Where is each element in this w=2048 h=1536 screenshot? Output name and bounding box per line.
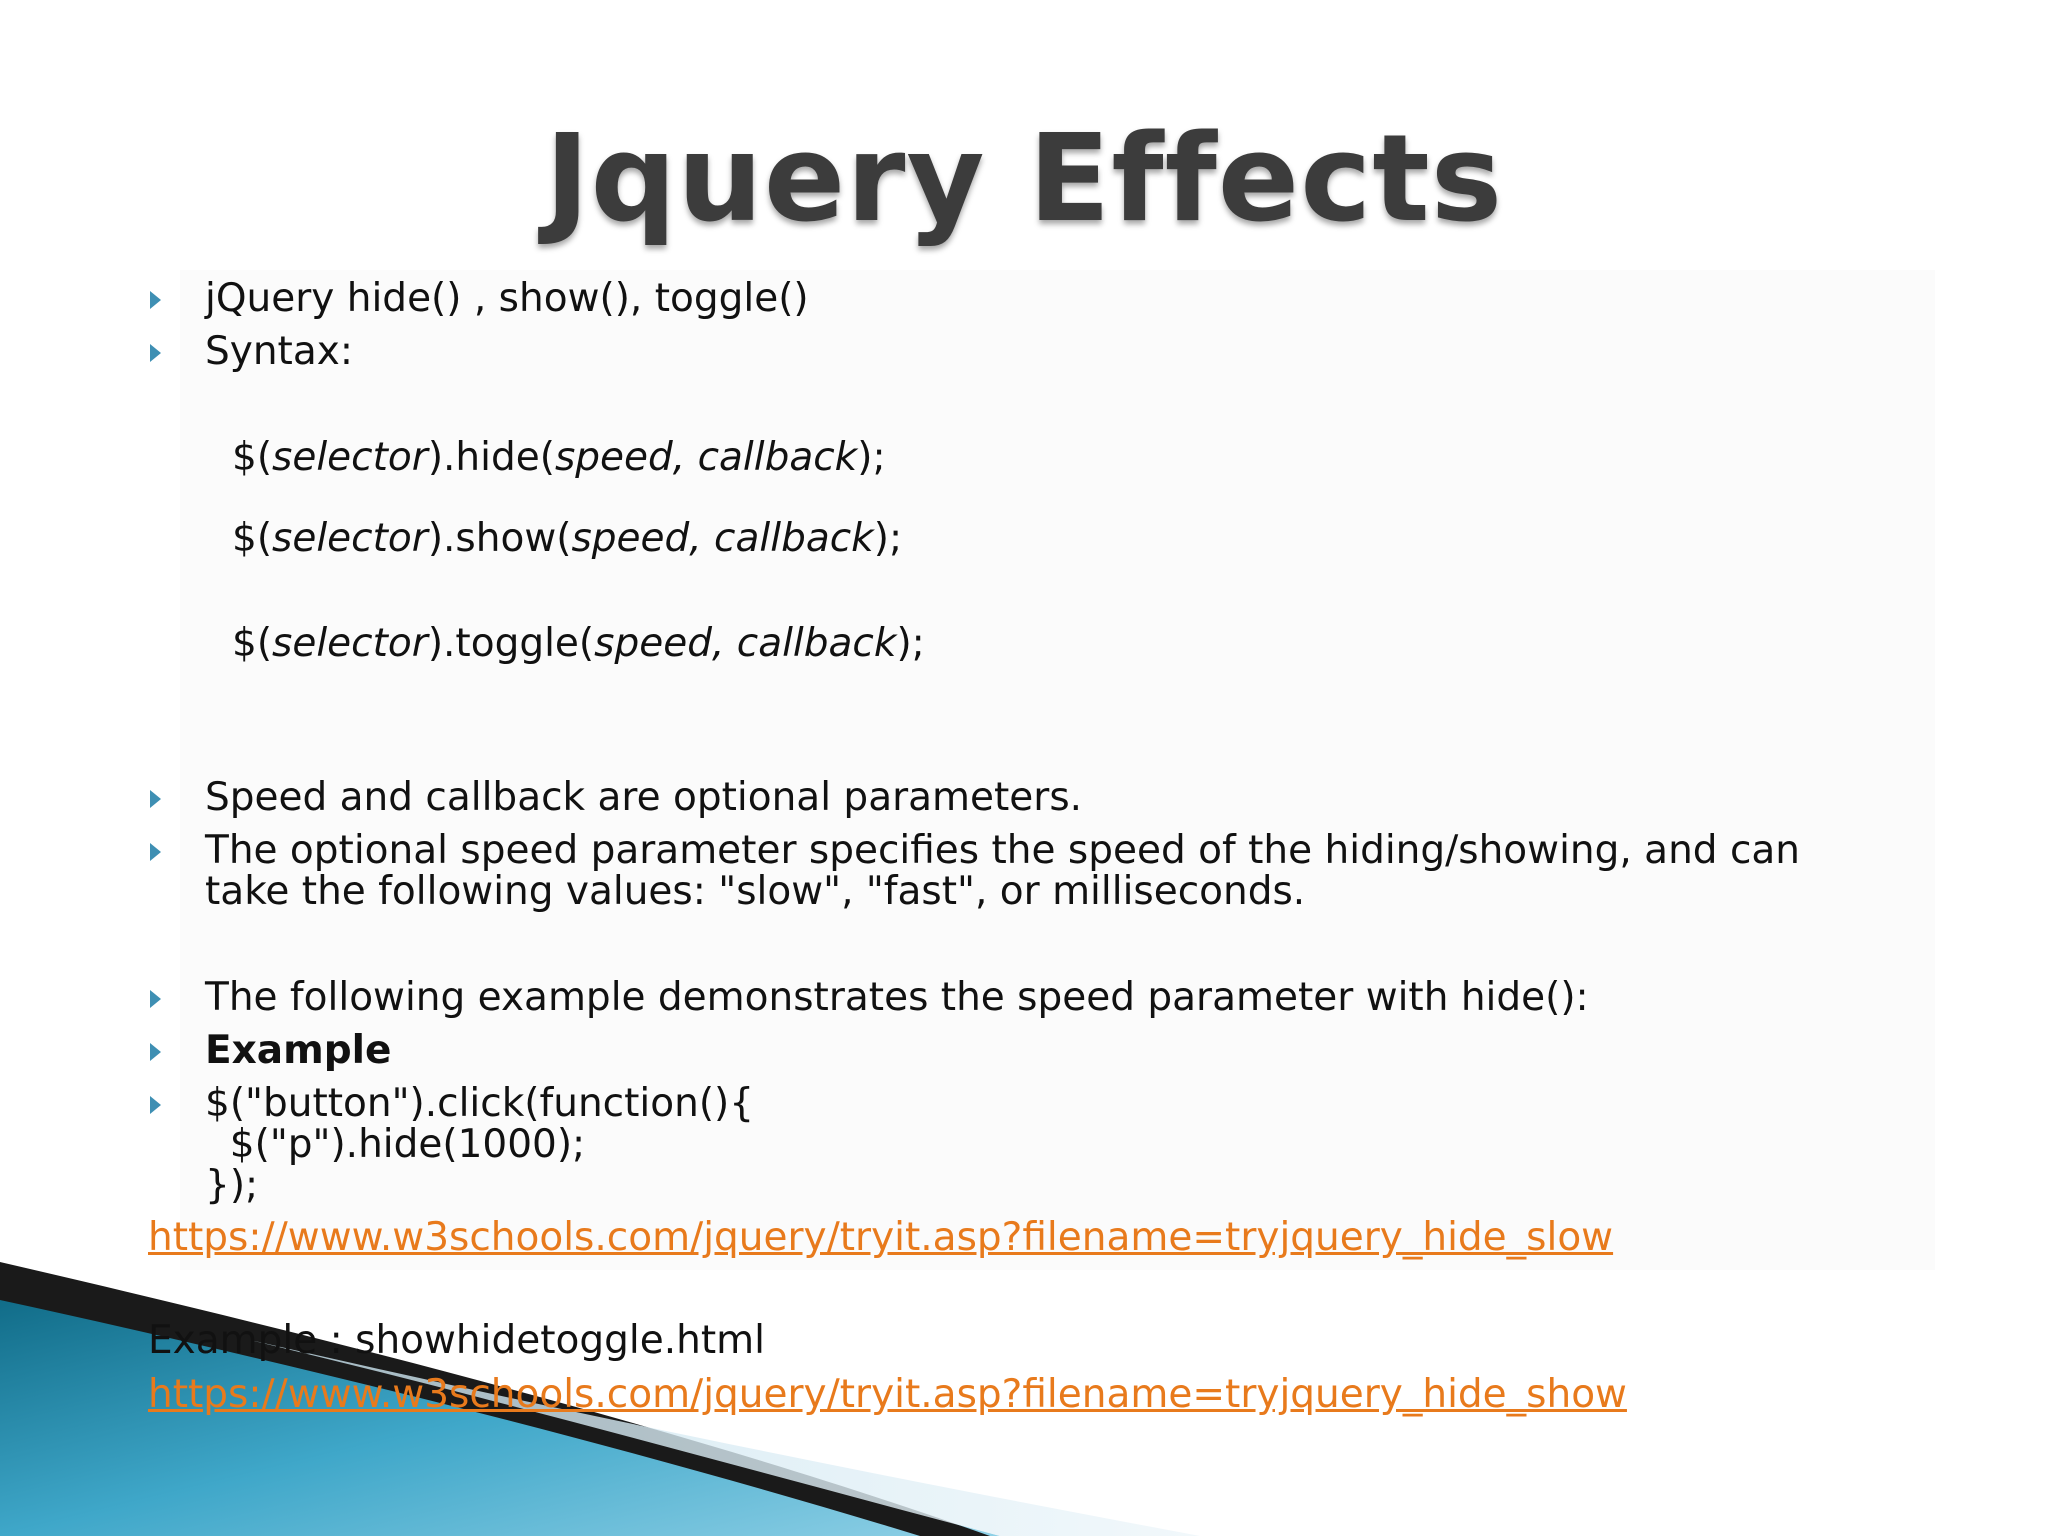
syntax-toggle [232,623,925,665]
syntax-token: $( [232,516,273,561]
syntax-token: ); [857,435,886,480]
bullet-arrow-icon [150,990,161,1008]
w3schools-link-hide-slow[interactable]: https://www.w3schools.com/jquery/tryit.asp?filename=tryjquery_hide_slow [148,1215,1614,1260]
syntax-token: ); [896,621,925,666]
syntax-token: $( [232,435,273,480]
w3schools-link-hide-show[interactable]: https://www.w3schools.com/jquery/tryit.asp?filename=tryjquery_hide_show [148,1372,1627,1417]
bullet-arrow-icon [150,1096,161,1114]
bullet-text: The optional speed parameter specifies the speed of the hiding/showing, and can [205,828,1801,873]
bullet-text: jQuery hide() , show(), toggle() [205,276,809,321]
code-line: $("button").click(function(){ [205,1081,755,1126]
syntax-show [232,518,902,560]
syntax-selector: selector [272,435,428,480]
bullet-arrow-icon [150,1043,161,1061]
syntax-selector: selector [272,621,428,666]
syntax-token: $( [232,621,273,666]
syntax-selector: selector [272,516,428,561]
syntax-hide [232,437,886,479]
syntax-args: speed, callback [554,435,858,480]
bullet-arrow-icon [150,344,161,362]
bullet-text: Speed and callback are optional parameters. [205,775,1083,820]
bullet-text: Syntax: [205,329,353,374]
bullet-text-continued: take the following values: "slow", "fast", or milliseconds. [205,869,1306,914]
syntax-token: ).show( [427,516,572,561]
bullet-text: The following example demonstrates the speed parameter with hide(): [205,975,1589,1020]
syntax-token: ).hide( [427,435,555,480]
example-file-label: Example : showhidetoggle.html [148,1318,765,1363]
slide-title: Jquery Effects [544,110,1504,249]
syntax-args: speed, callback [571,516,874,561]
syntax-token: ).toggle( [427,621,595,666]
code-line: }); [205,1163,259,1208]
code-line: $("p").hide(1000); [205,1122,586,1167]
example-heading: Example [205,1028,392,1073]
bullet-arrow-icon [150,790,161,808]
syntax-args: speed, callback [594,621,897,666]
bullet-arrow-icon [150,291,161,309]
syntax-token: ); [873,516,903,561]
bullet-arrow-icon [150,843,161,861]
